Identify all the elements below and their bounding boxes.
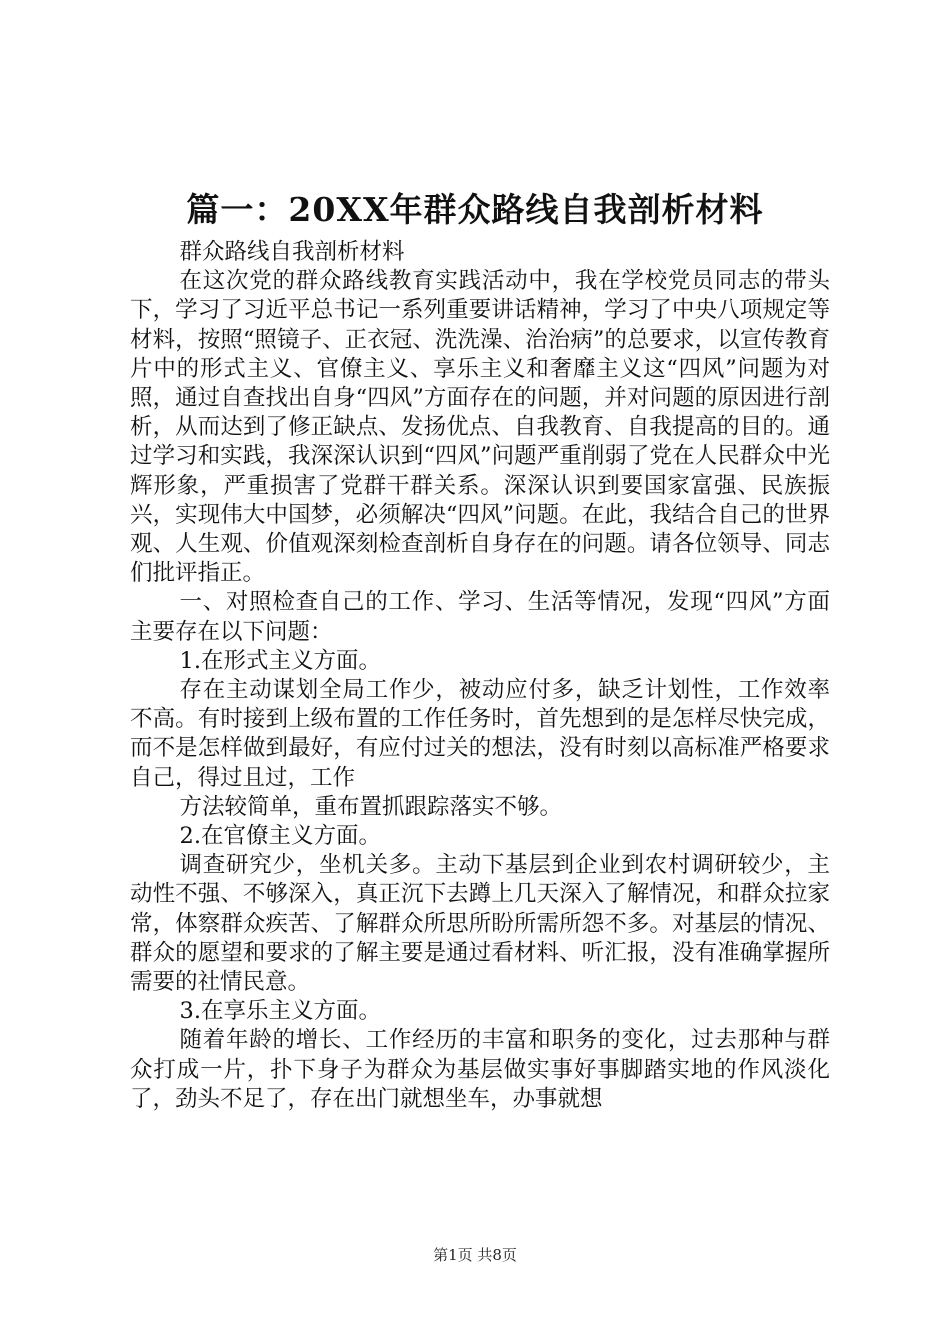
paragraph-heading-hedonism: 3.在享乐主义方面。 (179, 998, 381, 1025)
paragraph-heading-formalism: 1.在形式主义方面。 (179, 647, 381, 674)
paragraph-heading-bureaucratism: 2.在官僚主义方面。 (179, 823, 381, 850)
page-footer: 第1页 共8页 (433, 1246, 517, 1264)
paragraph-formalism: 存在主动谋划全局工作少，被动应付多，缺乏计划性，工作效率不高。有时接到上级布置的工作任务时，首先想到的是怎样尽快完成，而不是怎样做到最好，有应付过关的想法，没有时刻以高标准严格要求自己，得过且过，工作 (130, 677, 830, 791)
document-title: 篇一：20XX年群众路线自我剖析材料 (186, 190, 764, 229)
paragraph-hedonism: 随着年龄的增长、工作经历的丰富和职务的变化，过去那种与群众打成一片，扑下身子为群众为基层做实事好事脚踏实地的作风淡化了，劲头不足了，存在出门就想坐车，办事就想 (130, 1027, 830, 1112)
paragraph-intro: 在这次党的群众路线教育实践活动中，我在学校党员同志的带头下，学习了习近平总书记一系列重要讲话精神，学习了中央八项规定等材料，按照“照镜子、正衣冠、洗洗澡、治治病”的总要求，以宣传教育片中的形式主义、官僚主义、享乐主义和奢靡主义这“四风”问题为对照，通过自查找出自身“四风”方面存在的问题，并对问题的原因进行剖析，从而达到了修正缺点、发扬优点、自我教育、自我提高的目的。通过学习和实践，我深深认识到“四风”问题严重削弱了党在人民群众中光辉形象，严重损害了党群干群关系。深深认识到要国家富强、民族振兴，实现伟大中国梦，必须解决“四风”问题。在此，我结合自己的世界观、人生观、价值观深刻检查剖析自身存在的问题。请各位领导、同志们批评指正。 (130, 268, 830, 587)
paragraph-formalism-cont: 方法较简单，重布置抓跟踪落实不够。 (179, 793, 563, 820)
paragraph-bureaucratism: 调查研究少，坐机关多。主动下基层到企业到农村调研较少，主动性不强、不够深入，真正沉下去蹲上几天深入了解情况，和群众拉家常，体察群众疾苦、了解群众所思所盼所需所怨不多。对基层的情况、群众的愿望和要求的了解主要是通过看材料、听汇报，没有准确掌握所需要的社情民意。 (130, 852, 830, 996)
paragraph-subtitle: 群众路线自我剖析材料 (179, 239, 405, 265)
paragraph-section-one: 一、对照检查自己的工作、学习、生活等情况，发现“四风”方面主要存在以下问题： (130, 589, 830, 645)
document-body (130, 238, 830, 1114)
